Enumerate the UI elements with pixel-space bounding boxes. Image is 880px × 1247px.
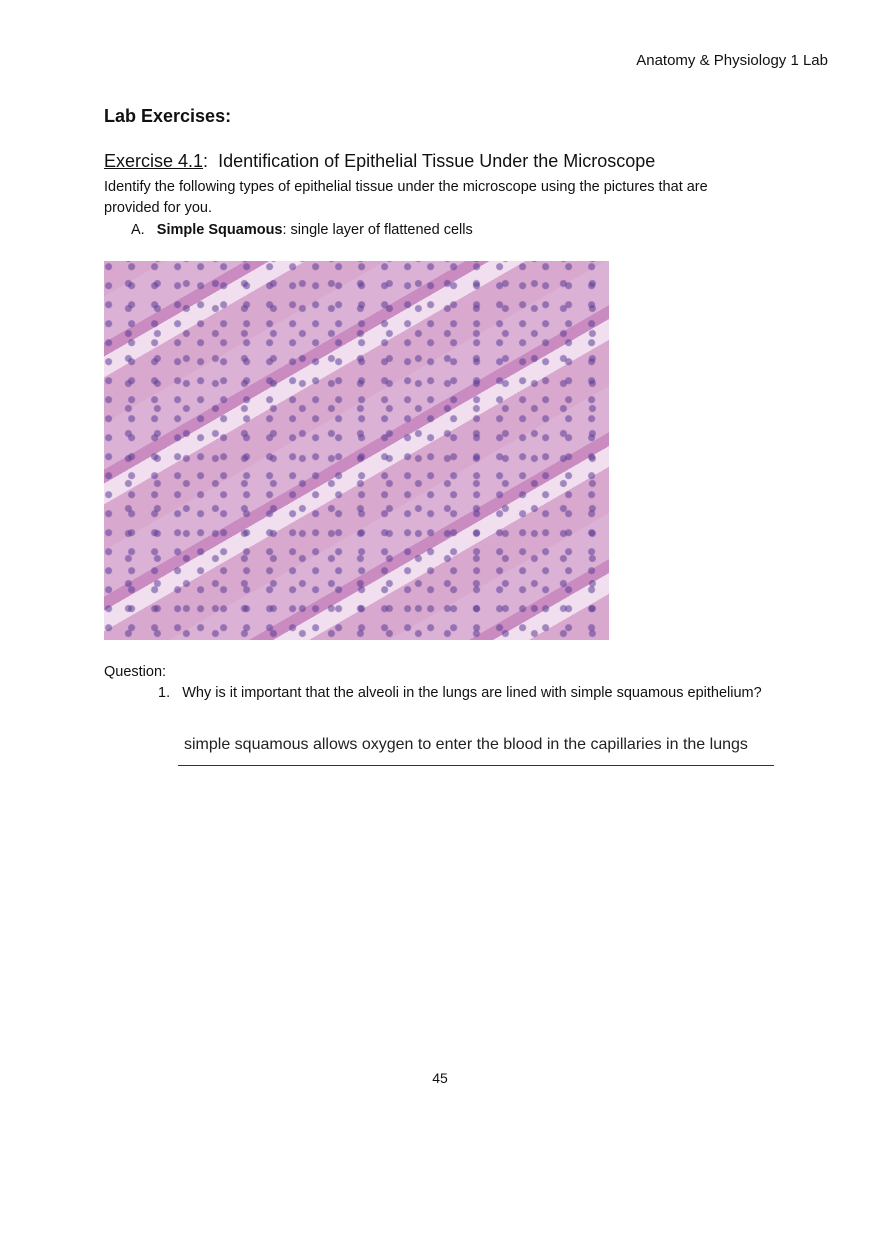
page-number: 45 bbox=[432, 1070, 448, 1086]
answer-field[interactable] bbox=[178, 734, 780, 756]
list-item-a bbox=[131, 222, 473, 238]
running-header: Anatomy & Physiology 1 Lab bbox=[636, 52, 828, 69]
exercise-title: Identification of Epithelial Tissue Under the Microscope bbox=[218, 151, 656, 171]
answer-underline bbox=[178, 765, 774, 766]
section-title: Lab Exercises: bbox=[104, 106, 232, 126]
question-number: 1. bbox=[158, 685, 171, 701]
question-1 bbox=[158, 685, 762, 701]
micrograph-simple-squamous bbox=[104, 261, 609, 640]
item-definition: : single layer of flattened cells bbox=[282, 222, 473, 238]
exercise-number: Exercise 4.1 bbox=[104, 151, 204, 171]
instructions-line-2: provided for you. bbox=[104, 200, 213, 216]
exercise-heading bbox=[104, 151, 655, 172]
item-term: Simple Squamous bbox=[156, 222, 283, 238]
list-marker: A. bbox=[131, 222, 145, 238]
exercise-sep: : bbox=[203, 151, 209, 171]
question-heading: Question: bbox=[104, 664, 167, 680]
instructions-line-1: Identify the following types of epithelial tissue under the microscope using the pictures that are bbox=[104, 179, 708, 195]
question-text: Why is it important that the alveoli in the lungs are lined with simple squamous epithelium? bbox=[182, 685, 762, 701]
